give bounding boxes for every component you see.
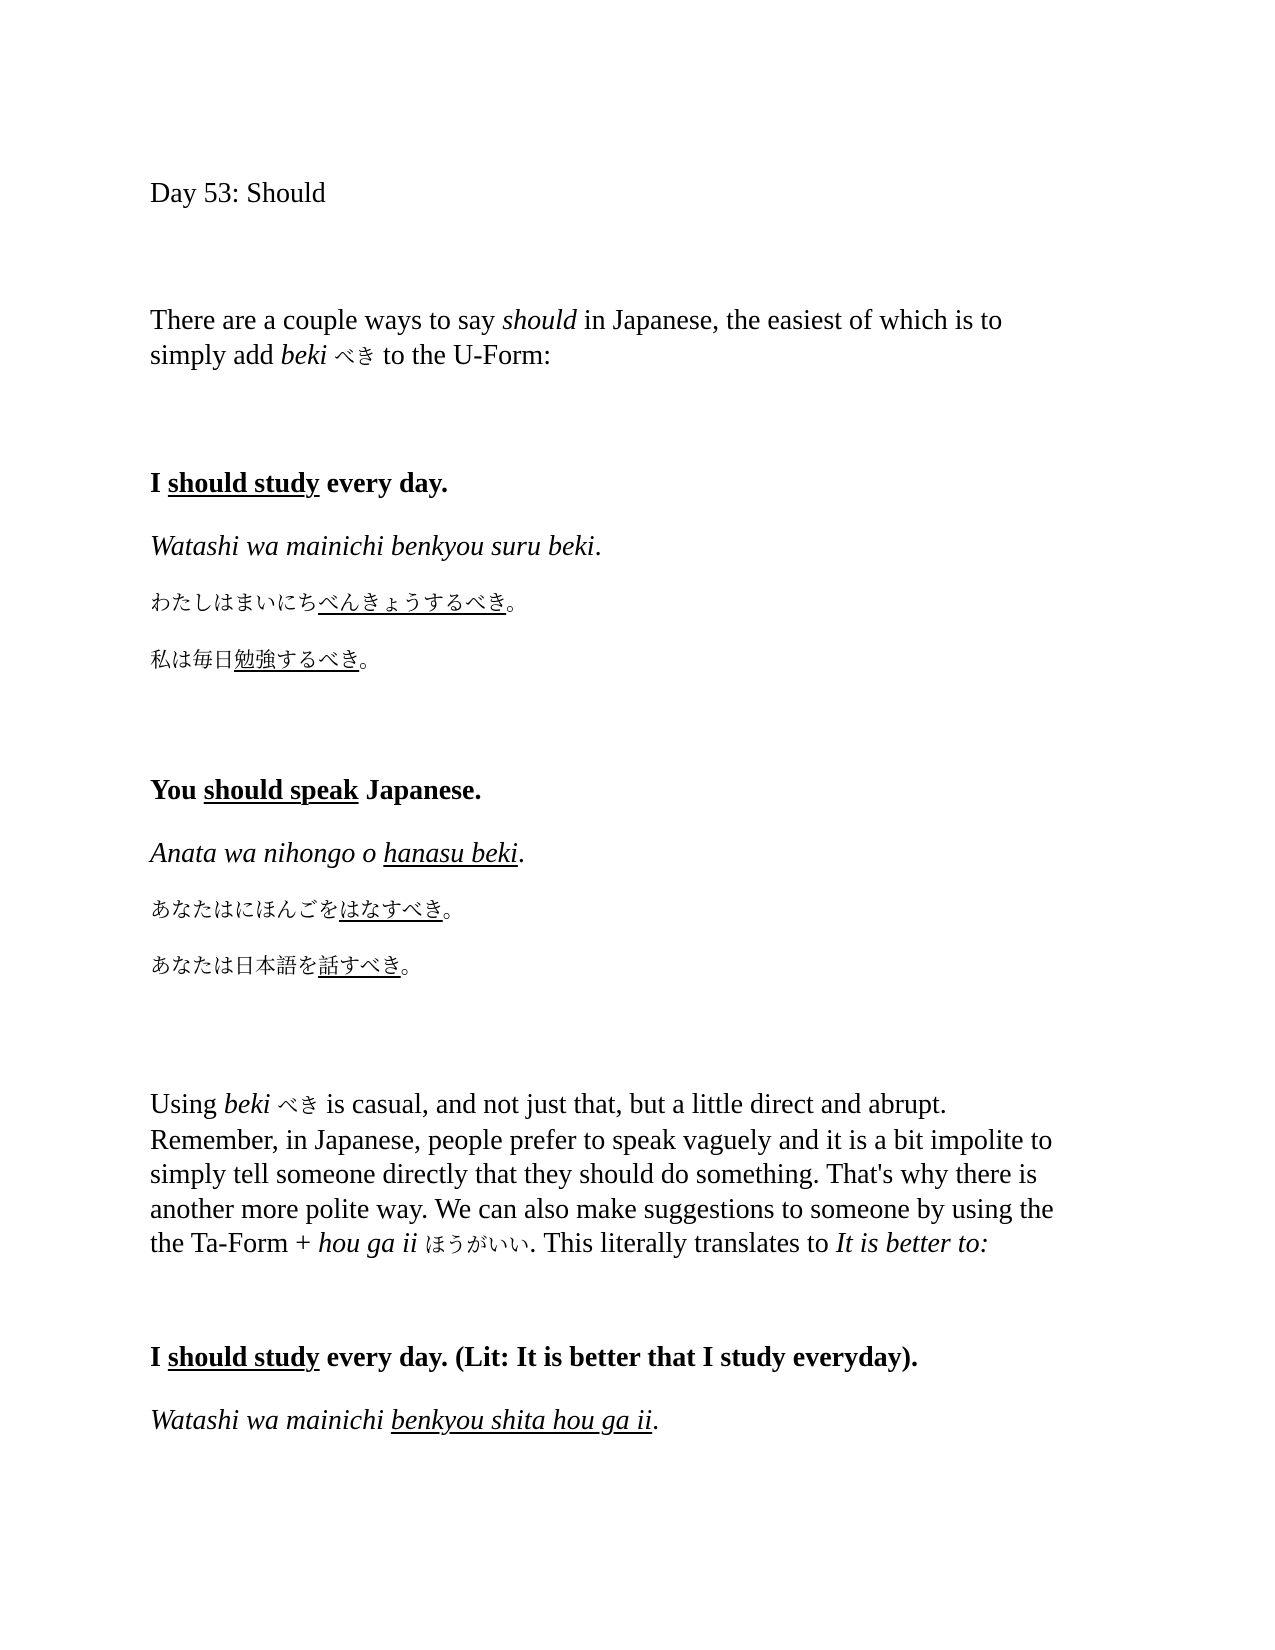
example2-english [150,774,481,808]
example1-kanji-period: 。 [359,648,381,672]
example2-kanji-period: 。 [400,954,422,978]
example1-english-highlight: should study [167,468,320,499]
intro-text: There are a couple ways to say [150,305,503,336]
explanation-translation: It is better to: [835,1228,989,1259]
explanation-paragraph [150,1088,1140,1263]
explanation-hougaii-romaji: hou ga ii [318,1228,418,1259]
example1-romaji-text: Watashi wa mainichi benkyou suru beki [150,531,595,562]
example1-romaji-period: . [594,531,602,562]
example2-romaji-text: Anata wa nihongo o [150,838,384,869]
intro-text: in Japanese, the easiest of which is to [576,305,1003,336]
example1-kana-period: 。 [506,591,528,615]
example2-romaji-highlight: hanasu beki [383,838,518,869]
explanation-text: is casual, and not just that, but a little direct and abrupt. [319,1089,947,1120]
intro-text: to the U-Form: [376,339,551,371]
example2-romaji-period: . [517,838,525,869]
example3-english-highlight: should study [167,1342,320,1373]
intro-paragraph [150,304,1140,374]
example1-kana-highlight: べんきょうするべき [318,591,507,615]
explanation-beki-kana: べき [270,1094,320,1118]
explanation-text: Using [150,1089,224,1120]
intro-text: simply add [150,339,281,371]
example2-english-highlight: should speak [203,775,359,806]
intro-beki-romaji: beki [280,339,328,371]
example1-english-text: I [150,468,168,499]
explanation-line: Remember, in Japanese, people prefer to speak vaguely and it is a bit impolite to [150,1124,1053,1156]
example2-kana-period: 。 [442,898,464,922]
explanation-line: simply tell someone directly that they should do something. That's why there is [150,1159,1038,1190]
explanation-line: another more polite way. We can also make suggestions to someone by using the [150,1193,1054,1225]
example1-kanji [150,647,380,673]
example2-kana-text: あなたはにほんごを [150,898,339,922]
example2-kanji-text: あなたは日本語を [150,954,318,978]
example2-kana [150,897,464,923]
intro-should-term: should [502,305,577,336]
example1-kanji-highlight: 勉強するべき [234,648,360,672]
example3-english-text: every day. (Lit: It is better that I study everyday). [319,1342,918,1373]
example1-kanji-text: 私は毎日 [150,648,234,672]
explanation-text: the Ta-Form + [150,1228,319,1259]
explanation-beki-romaji: beki [223,1089,271,1120]
intro-beki-kana: べき [327,344,376,369]
example3-romaji-text: Watashi wa mainichi [150,1405,391,1436]
example2-kana-highlight: はなすべき [339,898,443,922]
example2-kanji [150,953,422,979]
example1-kana-text: わたしはまいにち [150,591,318,615]
example3-romaji [150,1404,659,1438]
example2-english-text: You [150,775,204,806]
example1-english-text: every day. [319,468,448,499]
explanation-text: . This literally translates to [529,1228,836,1259]
example3-english-text: I [150,1342,168,1373]
example1-kana [150,590,527,616]
example1-english [150,467,448,501]
example1-romaji [150,530,602,564]
example2-english-text: Japanese. [358,775,482,806]
example2-kanji-highlight: 話すべき [318,954,401,978]
example3-romaji-highlight: benkyou shita hou ga ii [390,1405,653,1436]
page-title: Day 53: Should [150,178,326,209]
example3-english [150,1341,918,1375]
example2-romaji [150,837,525,871]
explanation-hougaii-kana: ほうがいい [417,1233,530,1257]
example3-romaji-period: . [652,1405,660,1436]
